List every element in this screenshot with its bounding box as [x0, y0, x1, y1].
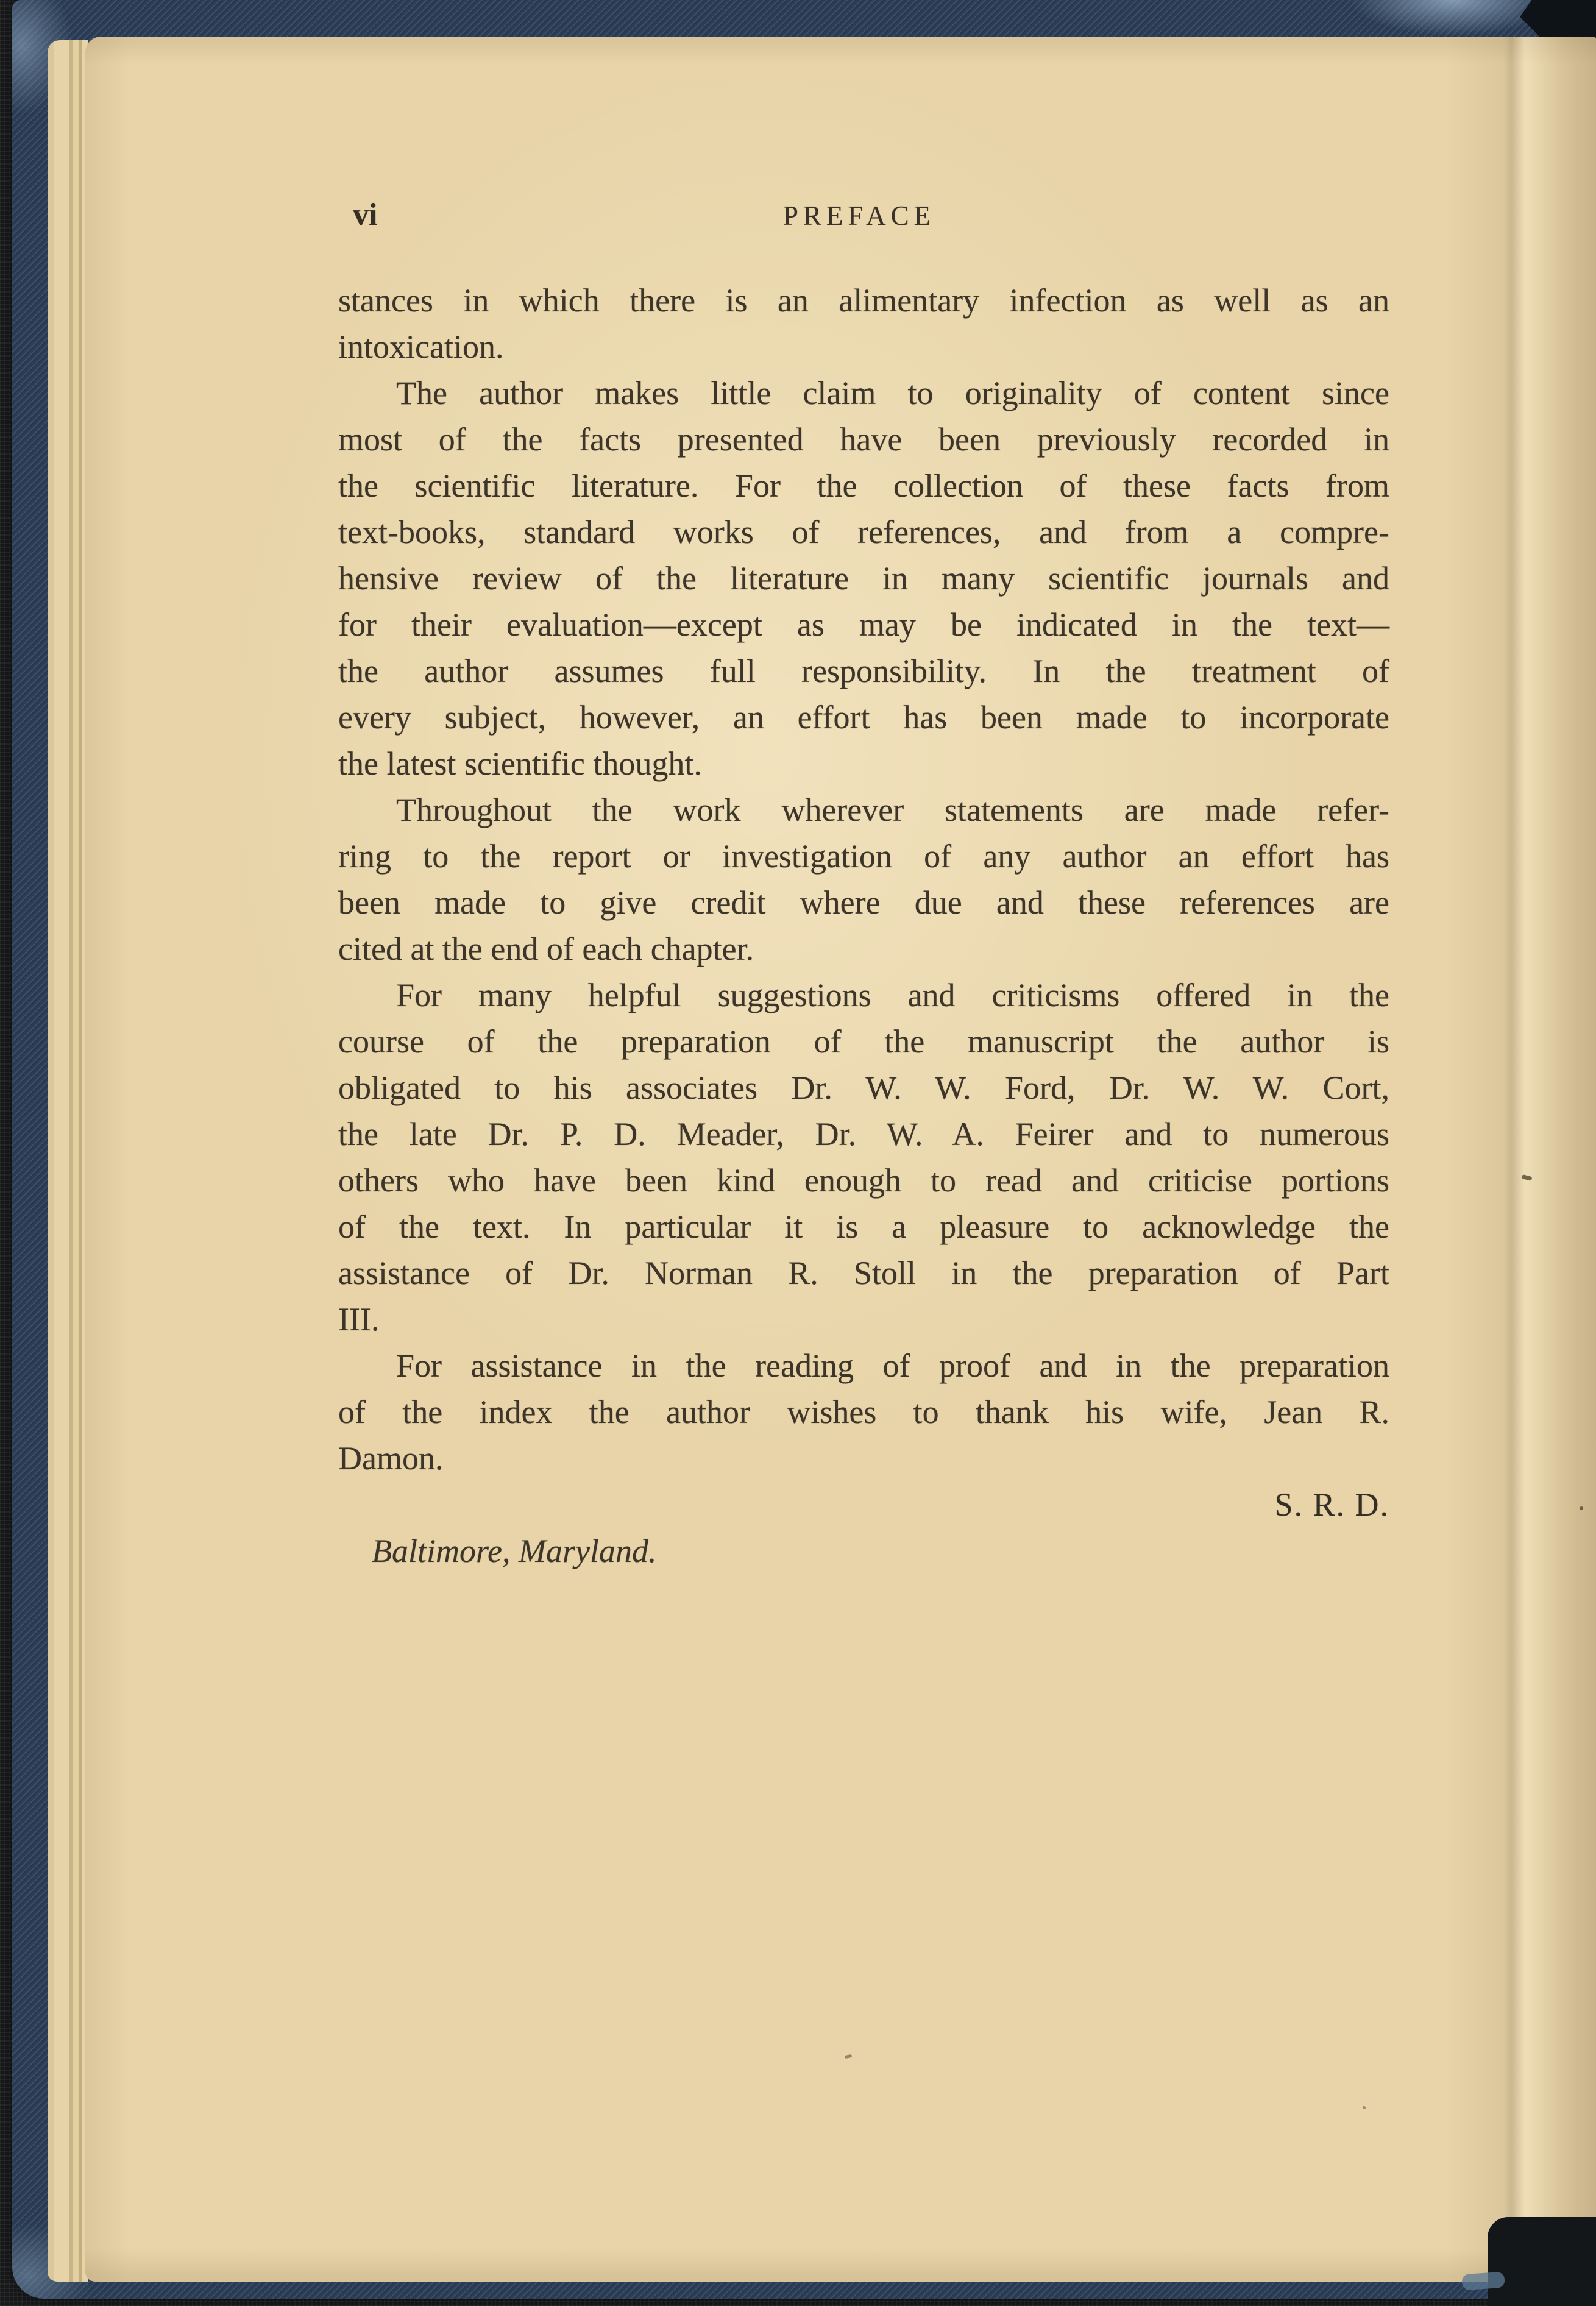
text-line: The author makes little claim to originality of content since — [396, 375, 1389, 411]
page-header — [338, 197, 1389, 233]
text-line: the scientific literature. For the collection of these facts from — [338, 467, 1389, 504]
text-line: the author assumes full responsibility. In the treatment of — [338, 653, 1389, 689]
folio-page-number: vi — [353, 197, 378, 232]
page-speck — [1521, 1174, 1532, 1181]
cover-notch — [1488, 2217, 1596, 2306]
text-line: III. — [338, 1301, 380, 1338]
text-line: the late Dr. P. D. Meader, Dr. W. A. Feirer and to numerous — [338, 1116, 1389, 1152]
text-line: most of the facts presented have been previously recorded in — [338, 421, 1389, 458]
text-line: hensive review of the literature in many scientific journals and — [338, 560, 1389, 597]
text-line: for their evaluation—except as may be indicated in the text— — [338, 606, 1389, 643]
text-line: For assistance in the reading of proof and in the preparation — [396, 1347, 1389, 1384]
text-line: obligated to his associates Dr. W. W. Ford, Dr. W. W. Cort, — [338, 1070, 1389, 1106]
page-speck — [845, 2054, 853, 2059]
text-line: assistance of Dr. Norman R. Stoll in the preparation of Part — [338, 1255, 1389, 1291]
text-line: Throughout the work wherever statements are made refer- — [396, 792, 1389, 828]
text-line: text-books, standard works of references, and from a compre- — [338, 514, 1389, 550]
text-line: Damon. — [338, 1440, 444, 1477]
page-stack-edges — [48, 40, 88, 2282]
text-line: intoxication. — [338, 328, 504, 365]
text-line: For many helpful suggestions and criticisms offered in the — [396, 977, 1389, 1013]
text-line: cited at the end of each chapter. — [338, 931, 754, 967]
text-line: course of the preparation of the manuscript the author is — [338, 1023, 1389, 1060]
text-line: every subject, however, an effort has been made to incorporate — [338, 699, 1389, 736]
cover-worn-smudge — [1461, 2272, 1505, 2291]
text-line: others who have been kind enough to read and criticise portions — [338, 1162, 1389, 1199]
page-speck — [1363, 2106, 1366, 2109]
text-line: ring to the report or investigation of any author an effort has — [338, 838, 1389, 875]
text-line: the latest scientific thought. — [338, 745, 702, 782]
dateline: Baltimore, Maryland. — [372, 1533, 657, 1569]
text-line: been made to give credit where due and these references are — [338, 884, 1389, 921]
running-head-title: PREFACE — [782, 200, 936, 231]
body-text — [338, 277, 1389, 1574]
text-line: of the index the author wishes to thank his wife, Jean R. — [338, 1394, 1389, 1430]
text-line: of the text. In particular it is a pleasure to acknowledge the — [338, 1208, 1389, 1245]
author-initials: S. R. D. — [1274, 1486, 1389, 1523]
text-line: stances in which there is an alimentary infection as well as an — [338, 282, 1389, 319]
page-speck — [1580, 1506, 1583, 1510]
